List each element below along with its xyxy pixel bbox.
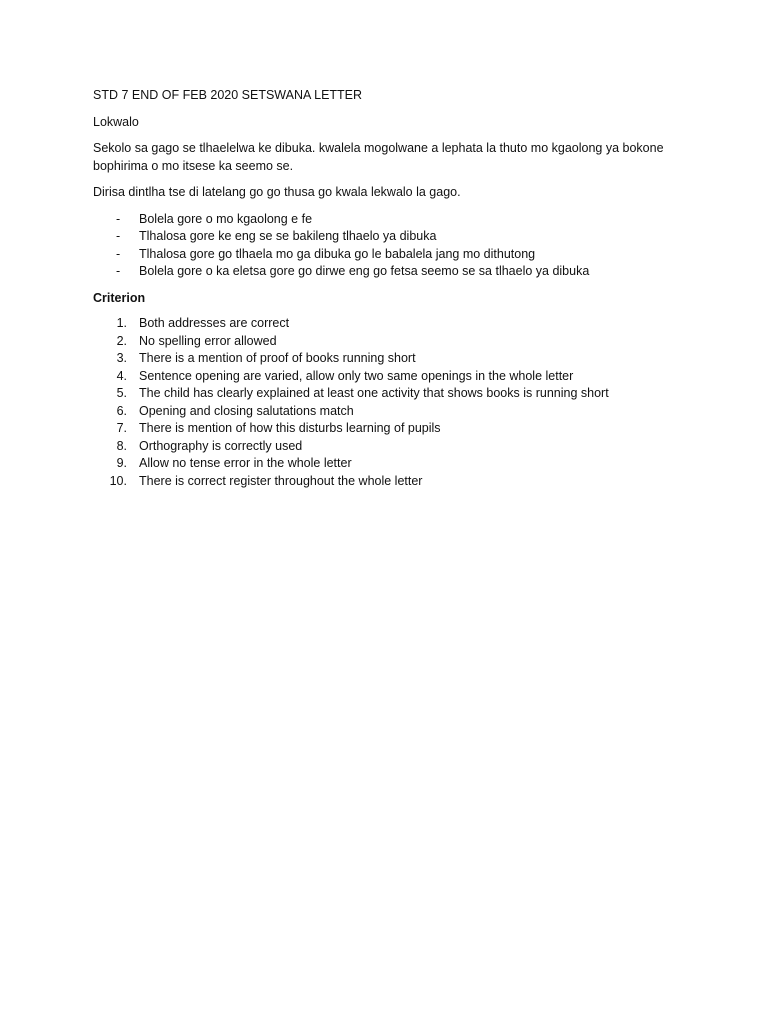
document-content [93,87,673,490]
bullet-marker: - [116,246,121,261]
criteria-text: Orthography is correctly used [139,438,303,453]
criteria-item [93,333,673,351]
criteria-text: Both addresses are correct [139,316,290,330]
criterion-heading: Criterion [93,290,146,305]
bullet-list [93,211,673,281]
document-subheading: Lokwalo [93,114,139,129]
criteria-number: 4. [116,368,127,383]
criteria-item [93,315,673,333]
guidance-paragraph: Dirisa dintlha tse di latelang go go thusa go kwala lekwalo la gago. [93,185,461,199]
criteria-text: Sentence opening are varied, allow only two same openings in the whole letter [139,368,574,383]
criteria-text: There is mention of how this disturbs learning of pupils [139,421,441,435]
bullet-marker: - [116,229,121,243]
criteria-number: 10. [109,473,127,488]
bullet-item [93,211,673,229]
criteria-item [93,385,673,403]
bullet-item [93,263,673,281]
criteria-number: 8. [116,438,127,453]
criteria-text: The child has clearly explained at least one activity that shows books is running short [139,386,609,400]
bullet-item [93,228,673,246]
document-title: STD 7 END OF FEB 2020 SETSWANA LETTER [93,88,363,102]
bullet-text: Tlhalosa gore ke eng se se bakileng tlhaelo ya dibuka [139,229,437,243]
bullet-marker: - [116,211,121,226]
criteria-number: 7. [116,421,127,435]
criteria-number: 3. [116,351,127,365]
criteria-text: Allow no tense error in the whole letter [139,456,352,470]
criteria-list [93,315,673,490]
criteria-text: There is correct register throughout the whole letter [139,473,423,488]
criteria-item [93,438,673,456]
criteria-text: Opening and closing salutations match [139,403,354,418]
criteria-item [93,455,673,473]
bullet-item [93,246,673,264]
bullet-text: Tlhalosa gore go tlhaela mo ga dibuka go le babalela jang mo dithutong [139,246,536,261]
criteria-item [93,403,673,421]
instruction-paragraph: Sekolo sa gago se tlhaelelwa ke dibuka. kwalela mogolwane a lephata la thuto mo kgaolong ya bokone bophirima o mo itsese ka seemo se. [93,141,664,173]
criteria-number: 6. [116,403,127,418]
criteria-item [93,420,673,438]
criteria-number: 1. [116,316,127,330]
criteria-number: 9. [116,456,127,470]
criteria-number: 2. [116,333,127,348]
bullet-text: Bolela gore o ka eletsa gore go dirwe eng go fetsa seemo se sa tlhaelo ya dibuka [139,264,590,278]
criteria-item [93,350,673,368]
bullet-text: Bolela gore o mo kgaolong e fe [139,211,313,226]
criteria-item [93,368,673,386]
criteria-number: 5. [116,386,127,400]
bullet-marker: - [116,264,121,278]
criteria-text: No spelling error allowed [139,333,277,348]
criteria-item [93,473,673,491]
criteria-text: There is a mention of proof of books running short [139,351,416,365]
